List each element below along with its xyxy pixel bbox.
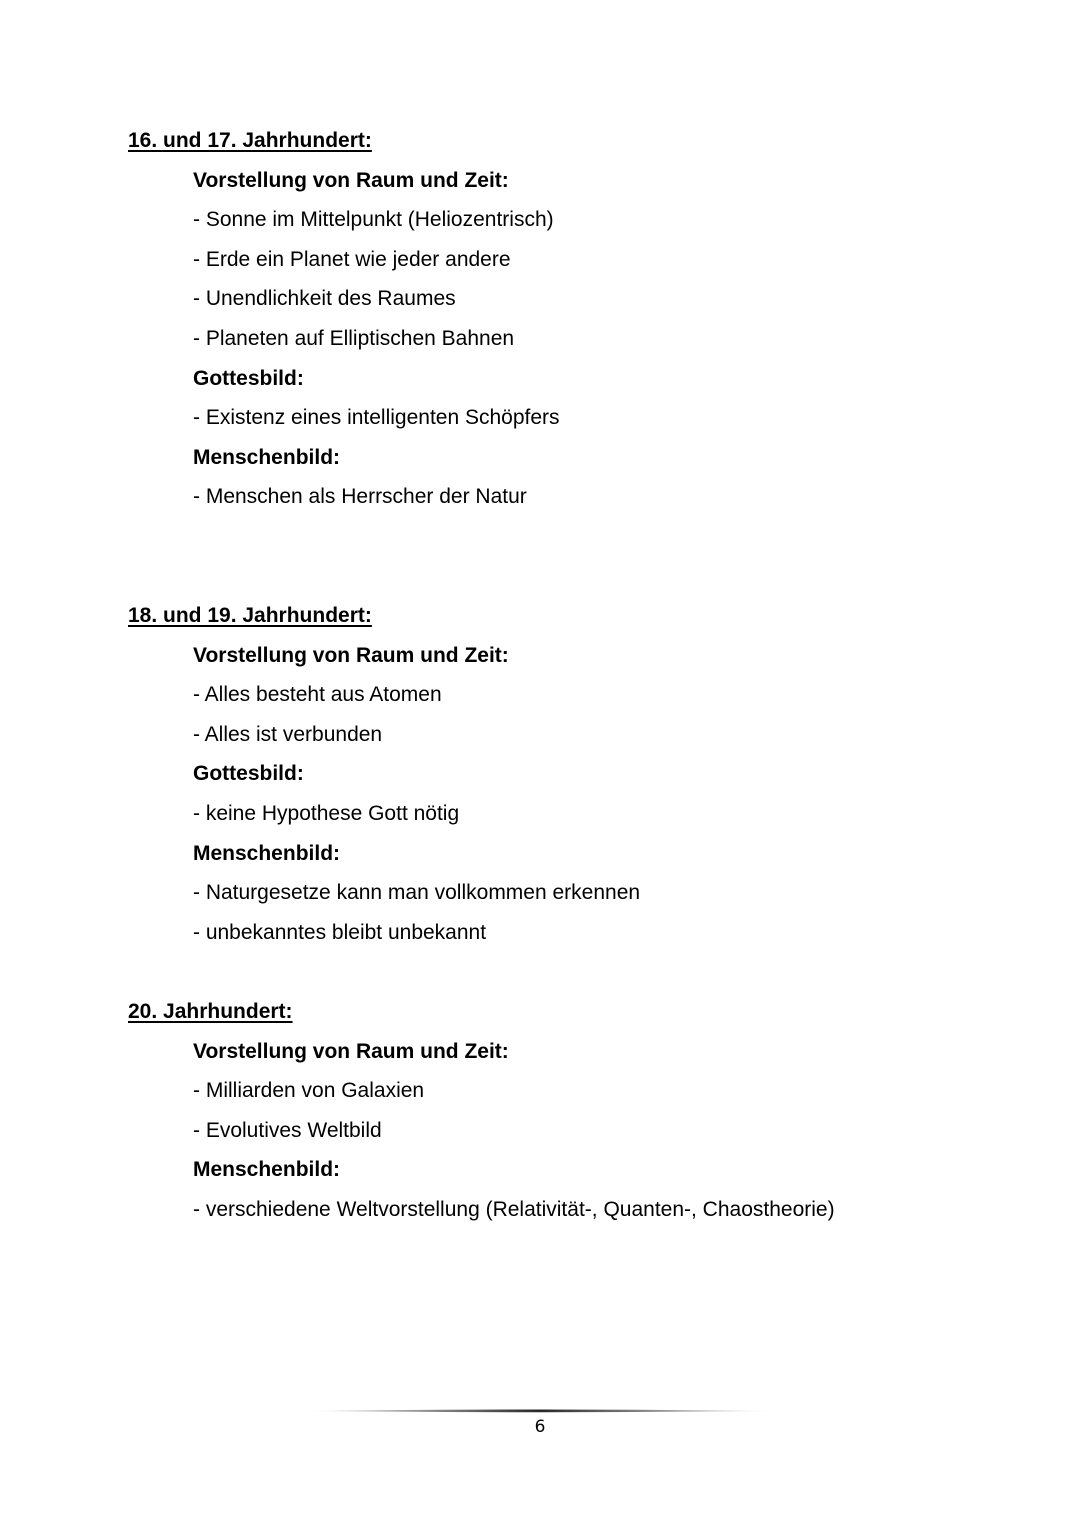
list-item: - Alles besteht aus Atomen [193, 683, 442, 707]
group-space-time [128, 636, 1008, 755]
group-image-of-man [128, 438, 1008, 517]
list-item: - Sonne im Mittelpunkt (Heliozentrisch) [193, 208, 554, 232]
section-16-17-century [128, 121, 1008, 517]
section-20-century [128, 992, 1008, 1230]
group-heading: Menschenbild: [193, 1158, 341, 1182]
list-item: - Evolutives Weltbild [193, 1118, 382, 1142]
group-heading: Vorstellung von Raum und Zeit: [193, 643, 509, 667]
group-heading: Gottesbild: [193, 366, 304, 390]
section-18-19-century [128, 596, 1008, 952]
group-image-of-man [128, 834, 1008, 953]
group-image-of-god [128, 359, 1008, 438]
list-item: - Menschen als Herrscher der Natur [193, 485, 527, 509]
list-item: - Alles ist verbunden [193, 722, 383, 746]
list-item: - verschiedene Weltvorstellung (Relativität-, Quanten-, Chaostheorie) [193, 1197, 835, 1221]
group-space-time [128, 161, 1008, 359]
list-item: - Planeten auf Elliptischen Bahnen [193, 326, 515, 350]
list-item: - keine Hypothese Gott nötig [193, 801, 460, 825]
section-heading: 16. und 17. Jahrhundert: [128, 129, 372, 152]
list-item: - unbekanntes bleibt unbekannt [193, 920, 487, 944]
group-space-time [128, 1032, 1008, 1151]
footer-divider [305, 1409, 775, 1413]
list-item: - Milliarden von Galaxien [193, 1079, 425, 1103]
list-item: - Existenz eines intelligenten Schöpfers [193, 406, 560, 430]
group-image-of-god [128, 754, 1008, 833]
group-image-of-man [128, 1150, 1008, 1229]
group-heading: Menschenbild: [193, 841, 341, 865]
list-item: - Unendlichkeit des Raumes [193, 287, 456, 311]
page-number: 6 [534, 1417, 546, 1437]
group-heading: Gottesbild: [193, 762, 304, 786]
group-heading: Menschenbild: [193, 445, 341, 469]
group-heading: Vorstellung von Raum und Zeit: [193, 168, 509, 192]
section-heading: 18. und 19. Jahrhundert: [128, 604, 372, 627]
list-item: - Erde ein Planet wie jeder andere [193, 247, 511, 271]
list-item: - Naturgesetze kann man vollkommen erkennen [193, 881, 641, 905]
section-heading: 20. Jahrhundert: [128, 1000, 293, 1023]
group-heading: Vorstellung von Raum und Zeit: [193, 1039, 509, 1063]
